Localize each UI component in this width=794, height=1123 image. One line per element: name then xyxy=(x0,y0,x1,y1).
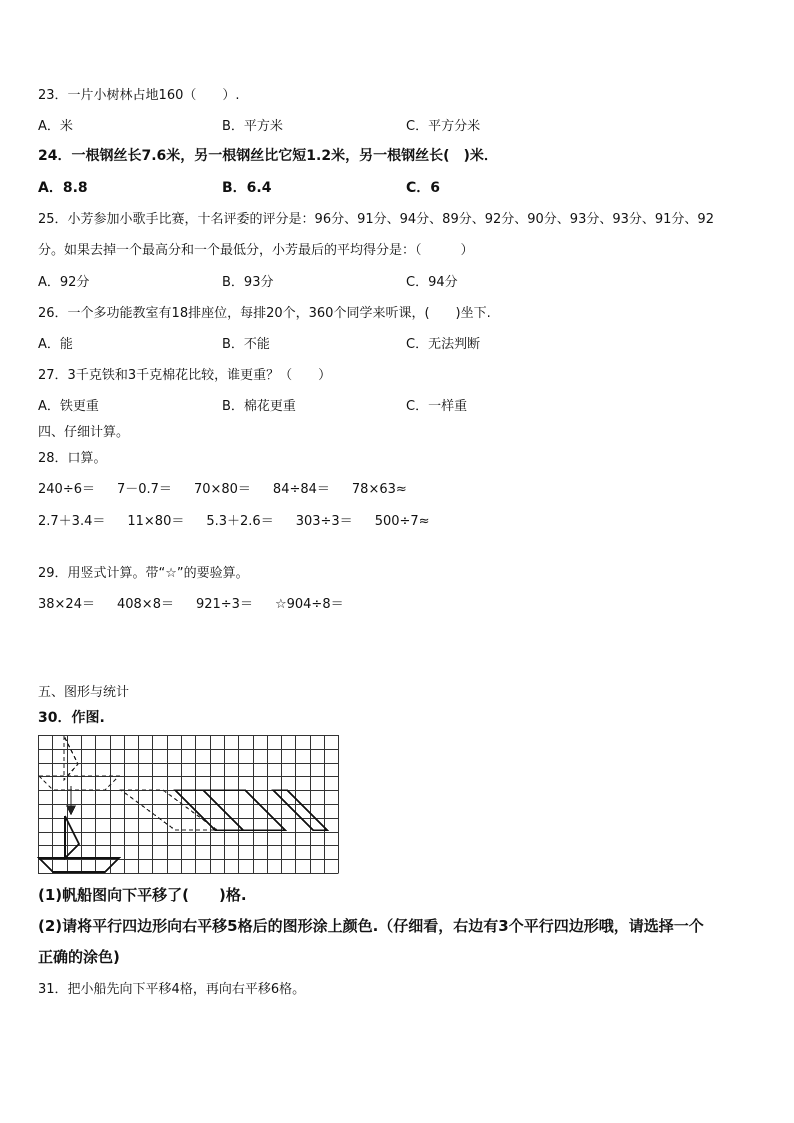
question-stem-line1: 25．小芳参加小歌手比赛，十名评委的评分是：96分、91分、94分、89分、92分、90分、93分、93分、91分、92 xyxy=(38,212,714,227)
section-heading: 四、仔细计算。 xyxy=(38,425,130,440)
question-stem: 28．口算。 xyxy=(38,451,107,466)
question-stem-line2: 分。如果去掉一个最高分和一个最低分，小芳最后的平均得分是：（ ） xyxy=(38,243,474,258)
section-heading: 五、图形与统计 xyxy=(38,685,130,700)
option-a[interactable]: A．铁更重 xyxy=(38,399,99,414)
calc-item: ☆904÷8＝ xyxy=(274,597,344,612)
q31-stem: 31．把小船先向下平移4格，再向右平移6格。 xyxy=(38,982,306,997)
calc-item: 408×8＝ xyxy=(116,597,174,612)
calc-item: 2.7＋3.4＝ xyxy=(38,514,106,529)
option-c[interactable]: C．平方分米 xyxy=(406,119,481,134)
option-b[interactable]: B．93分 xyxy=(222,275,274,290)
option-b[interactable]: B．平方米 xyxy=(222,119,283,134)
sailboat-moved xyxy=(39,816,119,872)
option-c[interactable]: C．一样重 xyxy=(406,399,468,414)
option-b[interactable]: B．6.4 xyxy=(222,180,272,196)
option-a[interactable]: A．能 xyxy=(38,337,73,352)
calc-item: 303÷3＝ xyxy=(295,514,353,529)
calc-row-2 xyxy=(38,510,452,529)
calc-row-1 xyxy=(38,478,429,497)
parallelogram-original xyxy=(121,790,217,830)
calc-item: 5.3＋2.6＝ xyxy=(206,514,274,529)
sub-question-2-line2: 正确的涂色) xyxy=(38,948,120,966)
question-stem: 23．一片小树林占地160（ ）. xyxy=(38,88,240,103)
calc-item: 70×80＝ xyxy=(193,482,251,497)
option-a[interactable]: A．92分 xyxy=(38,275,90,290)
sub-question-2-line1: (2)请将平行四边形向右平移5格后的图形涂上颜色.（仔细看，右边有3个平行四边形哦，请选择一个 xyxy=(38,917,704,935)
option-c[interactable]: C．6 xyxy=(406,180,441,196)
option-c[interactable]: C．94分 xyxy=(406,275,458,290)
question-stem: 29．用竖式计算。带“☆”的要验算。 xyxy=(38,566,249,581)
calc-item: 500÷7≈ xyxy=(374,514,430,529)
option-b[interactable]: B．棉花更重 xyxy=(222,399,296,414)
translation-grid-figure xyxy=(37,734,339,874)
question-stem: 30．作图. xyxy=(38,710,105,726)
parallelogram-candidates xyxy=(175,790,327,830)
option-c[interactable]: C．无法判断 xyxy=(406,337,481,352)
question-stem: 26．一个多功能教室有18排座位，每排20个，360个同学来听课，( )坐下. xyxy=(38,306,491,321)
calc-item: 921÷3＝ xyxy=(195,597,253,612)
question-stem: 24．一根钢丝长7.6米，另一根钢丝比它短1.2米，另一根钢丝长( )米． xyxy=(38,148,498,164)
option-a[interactable]: A．米 xyxy=(38,119,73,134)
calc-row xyxy=(38,593,366,612)
sub-question-1: (1)帆船图向下平移了( )格. xyxy=(38,886,247,904)
option-b[interactable]: B．不能 xyxy=(222,337,270,352)
calc-item: 240÷6＝ xyxy=(38,482,95,497)
calc-item: 78×63≈ xyxy=(351,482,407,497)
calc-item: 38×24＝ xyxy=(38,597,95,612)
question-stem: 27．3千克铁和3千克棉花比较，谁更重？（ ） xyxy=(38,368,332,383)
calc-item: 7－0.7＝ xyxy=(116,482,172,497)
calc-item: 84÷84＝ xyxy=(272,482,330,497)
calc-item: 11×80＝ xyxy=(127,514,185,529)
option-a[interactable]: A．8.8 xyxy=(38,180,88,196)
